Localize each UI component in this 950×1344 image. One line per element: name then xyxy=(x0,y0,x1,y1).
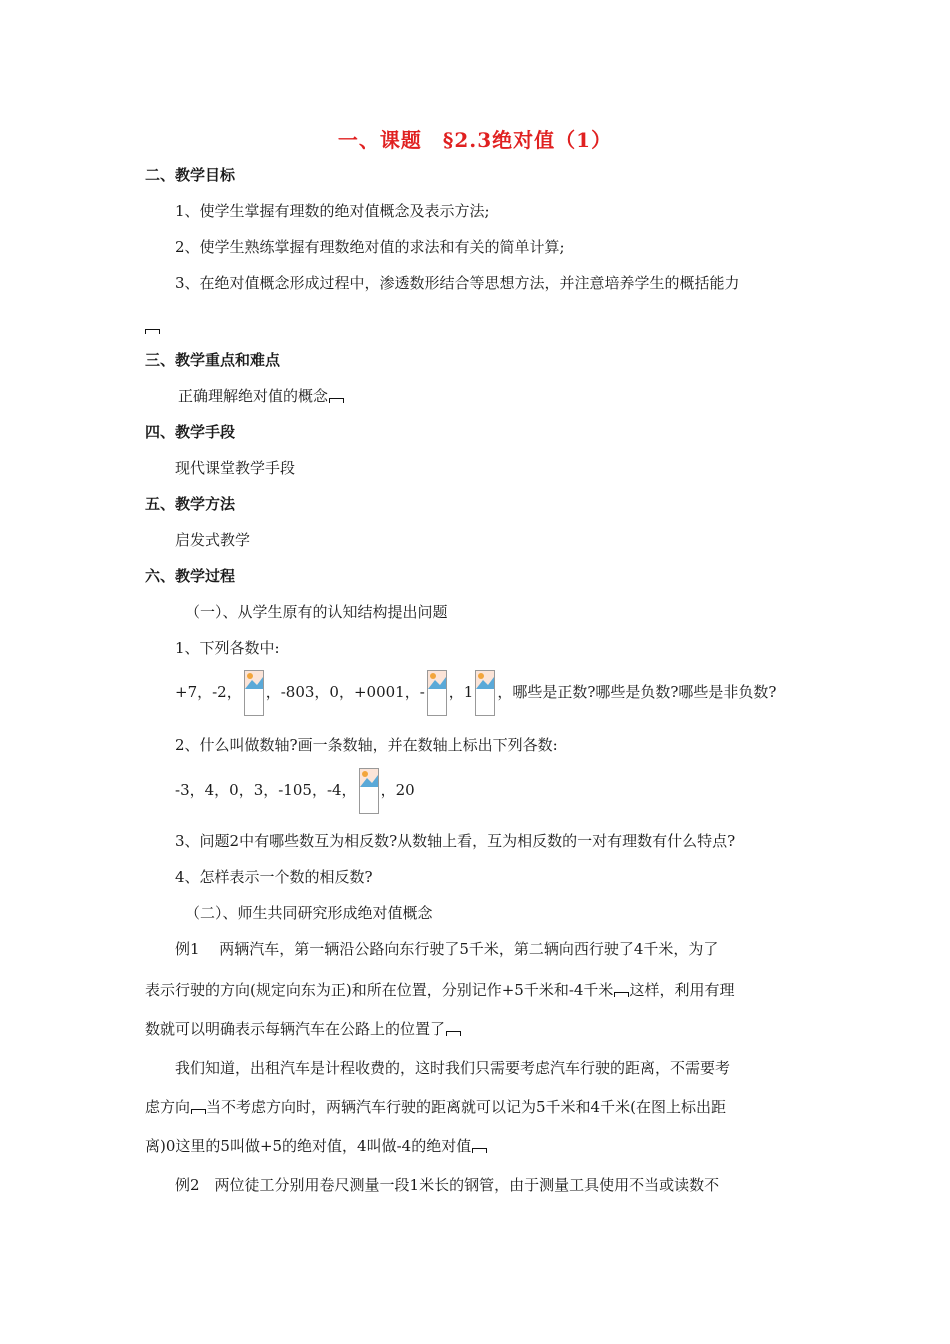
section-heading-goals: 二、教学目标 xyxy=(145,166,236,184)
q2-text-a: -3，4，0，3，-105，-4， xyxy=(175,781,357,799)
example-1-line-2-b: 这样，利用有理 xyxy=(629,981,735,999)
period-mark-line xyxy=(145,318,160,336)
question-2-numbers xyxy=(175,767,415,814)
fraction-image-icon xyxy=(475,670,495,716)
section-heading-key-points: 三、教学重点和难点 xyxy=(145,351,281,369)
q1-text-c: ，1 xyxy=(448,683,474,701)
key-points-text xyxy=(178,385,344,406)
paragraph-line-2 xyxy=(145,1096,726,1117)
period-mark xyxy=(446,1031,461,1036)
means-text: 现代课堂教学手段 xyxy=(175,459,296,477)
example-1-line-3-text: 数就可以明确表示每辆汽车在公路上的位置了 xyxy=(145,1020,446,1038)
period-mark xyxy=(329,398,344,403)
paragraph-line-2-a: 虑方向 xyxy=(145,1098,191,1116)
paragraph-line-1: 我们知道，出租汽车是计程收费的，这时我们只需要考虑汽车行驶的距离，不需要考 xyxy=(175,1059,731,1077)
part-1-heading: （一）、从学生原有的认知结构提出问题 xyxy=(185,603,448,621)
question-1-numbers xyxy=(175,669,776,716)
goal-item-2: 2、使学生熟练掌握有理数绝对值的求法和有关的简单计算; xyxy=(175,238,565,256)
paragraph-line-3 xyxy=(145,1135,487,1156)
q1-text-b: ，-803，0，+0001，- xyxy=(265,683,425,701)
period-mark xyxy=(145,329,160,334)
example-2-line-1: 例2 两位徒工分别用卷尺测量一段1米长的钢管，由于测量工具使用不当或读数不 xyxy=(175,1176,720,1194)
goal-item-1: 1、使学生掌握有理数的绝对值概念及表示方法; xyxy=(175,202,490,220)
goal-item-3: 3、在绝对值概念形成过程中，渗透数形结合等思想方法，并注意培养学生的概括能力 xyxy=(175,274,740,292)
q1-text-d: ，哪些是正数?哪些是负数?哪些是非负数? xyxy=(497,683,777,701)
example-1-line-2 xyxy=(145,979,734,1000)
question-4: 4、怎样表示一个数的相反数? xyxy=(175,868,373,886)
question-2: 2、什么叫做数轴?画一条数轴，并在数轴上标出下列各数: xyxy=(175,736,558,754)
fraction-image-icon xyxy=(427,670,447,716)
section-heading-method: 五、教学方法 xyxy=(145,495,236,513)
question-1: 1、下列各数中: xyxy=(175,639,280,657)
period-mark xyxy=(472,1148,487,1153)
fraction-image-icon xyxy=(359,768,379,814)
question-3: 3、问题2中有哪些数互为相反数?从数轴上看，互为相反数的一对有理数有什么特点? xyxy=(175,832,736,850)
example-1-line-1: 例1 两辆汽车，第一辆沿公路向东行驶了5千米，第二辆向西行驶了4千米，为了 xyxy=(175,940,719,958)
example-1-line-3 xyxy=(145,1018,461,1039)
period-mark xyxy=(191,1109,206,1114)
page-title: 一、课题 §2.3绝对值（1） xyxy=(337,128,613,152)
paragraph-line-2-b: 当不考虑方向时，两辆汽车行驶的距离就可以记为5千米和4千米(在图上标出距 xyxy=(206,1098,726,1116)
part-2-heading: （二）、师生共同研究形成绝对值概念 xyxy=(185,904,433,922)
section-heading-means: 四、教学手段 xyxy=(145,423,236,441)
method-text: 启发式教学 xyxy=(175,531,251,549)
q1-text-a: +7，-2， xyxy=(175,683,242,701)
q2-text-b: ，20 xyxy=(380,781,415,799)
example-1-line-2-a: 表示行驶的方向(规定向东为正)和所在位置，分别记作+5千米和-4千米 xyxy=(145,981,614,999)
section-heading-process: 六、教学过程 xyxy=(145,567,236,585)
fraction-image-icon xyxy=(244,670,264,716)
period-mark xyxy=(614,992,629,997)
key-points-text-content: 正确理解绝对值的概念 xyxy=(178,387,329,405)
paragraph-line-3-text: 离)0这里的5叫做+5的绝对值，4叫做-4的绝对值 xyxy=(145,1137,472,1155)
